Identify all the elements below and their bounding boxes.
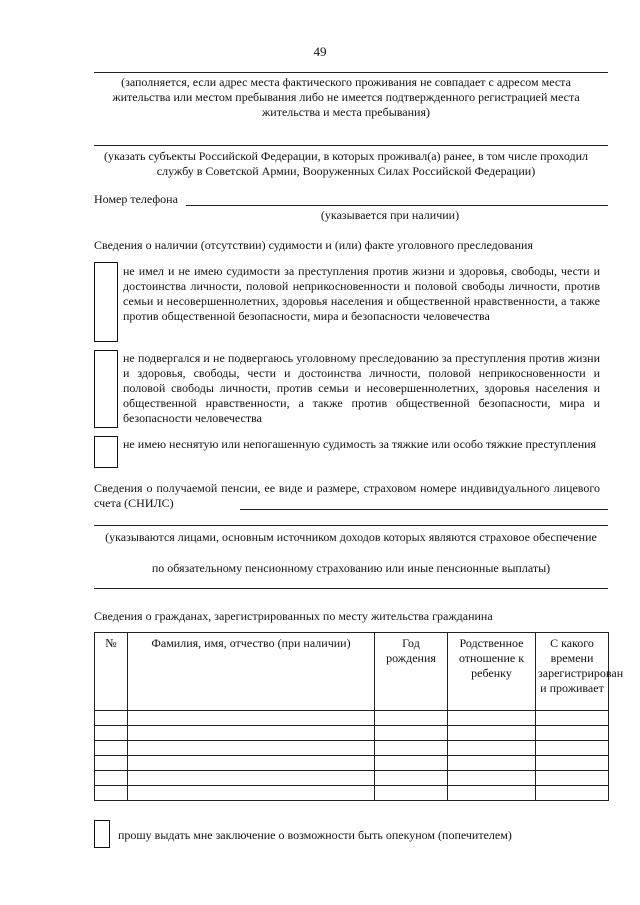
table-cell[interactable] [95, 711, 128, 726]
pension-field-line-1[interactable] [240, 509, 608, 510]
pension-note-line-2: по обязательному пенсионному страхованию или иные пенсионные выплаты) [151, 561, 551, 575]
table-cell[interactable] [128, 771, 375, 786]
table-cell[interactable] [375, 741, 448, 756]
table-cell[interactable] [375, 711, 448, 726]
table-cell[interactable] [536, 756, 609, 771]
table-cell[interactable] [95, 786, 128, 801]
table-row [95, 711, 609, 726]
column-header-registered-since: С какого времени зарегистрирован и проживает [536, 633, 609, 711]
option-no-grave-conviction-checkbox[interactable] [94, 436, 118, 468]
phone-note: (указывается при наличии) [320, 208, 460, 222]
table-cell[interactable] [536, 726, 609, 741]
phone-field-line[interactable] [186, 205, 608, 206]
table-cell[interactable] [128, 711, 375, 726]
column-header-full-name: Фамилия, имя, отчество (при наличии) [128, 633, 375, 711]
pension-note-line-1: (указываются лицами, основным источником доходов которых являются страховое обеспечение [105, 530, 597, 544]
table-cell[interactable] [448, 711, 536, 726]
table-cell[interactable] [448, 726, 536, 741]
regions-field-line[interactable] [94, 145, 608, 146]
table-row [95, 786, 609, 801]
table-cell[interactable] [536, 741, 609, 756]
option-no-prosecution-checkbox[interactable] [94, 350, 118, 428]
registered-heading: Сведения о гражданах, зарегистрированных по месту жительства гражданина [94, 609, 493, 623]
pension-field-line-3[interactable] [94, 588, 608, 589]
table-cell[interactable] [95, 771, 128, 786]
column-header-relation: Родственное отношение к ребенку [448, 633, 536, 711]
table-row [95, 756, 609, 771]
table-cell[interactable] [95, 741, 128, 756]
option-no-prosecution-text: не подвергался и не подвергаюсь уголовному преследованию за преступления против жизни и здоровья, свободы, чести и достоинства личности, половой неприкосновенности и половой свободы личности, против семьи и несовершеннолетних, здоровья населения и общественной нравственности, а также против общественной безопасности, мира и безопасности человечества [123, 351, 600, 425]
table-row [95, 741, 609, 756]
table-cell[interactable] [128, 726, 375, 741]
table-cell[interactable] [375, 756, 448, 771]
table-cell[interactable] [448, 786, 536, 801]
option-no-conviction-checkbox[interactable] [94, 262, 118, 342]
page-number: 49 [313, 44, 327, 59]
table-cell[interactable] [375, 786, 448, 801]
table-cell[interactable] [375, 771, 448, 786]
criminal-heading: Сведения о наличии (отсутствии) судимости и (или) факте уголовного преследования [94, 238, 533, 252]
column-header-birth-year: Год рождения [375, 633, 448, 711]
option-no-conviction-text: не имел и не имею судимости за преступления против жизни и здоровья, свободы, чести и достоинства личности, половой неприкосновенности и половой свободы личности, против семьи и несовершеннолетних, здоровья населения и общественной нравственности, а также против общественной безопасности, мира и безопасности человечества [123, 264, 600, 323]
table-cell[interactable] [448, 771, 536, 786]
table-row [95, 771, 609, 786]
table-cell[interactable] [128, 786, 375, 801]
table-cell[interactable] [536, 786, 609, 801]
table-cell[interactable] [448, 741, 536, 756]
request-text: прошу выдать мне заключение о возможности быть опекуном (попечителем) [118, 828, 512, 842]
table-header-row [95, 633, 609, 711]
table-row [95, 726, 609, 741]
request-checkbox[interactable] [94, 820, 110, 848]
option-no-grave-conviction-text: не имею неснятую или непогашенную судимость за тяжкие или особо тяжкие преступления [123, 437, 597, 451]
address-note: (заполняется, если адрес места фактического проживания не совпадает с адресом места жительства или местом пребывания либо не имеется подтвержденного регистрацией места жительства и места пребывания) [112, 75, 580, 119]
table-cell[interactable] [128, 756, 375, 771]
address-field-line[interactable] [94, 72, 608, 73]
phone-label: Номер телефона [94, 192, 178, 206]
table-cell[interactable] [375, 726, 448, 741]
table-cell[interactable] [448, 756, 536, 771]
table-cell[interactable] [95, 726, 128, 741]
registered-persons-table [94, 632, 624, 801]
table-cell[interactable] [536, 771, 609, 786]
table-cell[interactable] [128, 741, 375, 756]
pension-heading: Сведения о получаемой пенсии, ее виде и размере, страховом номере индивидуального лицевого счета (СНИЛС) [94, 481, 600, 510]
column-header-number: № [95, 633, 128, 711]
pension-field-line-2[interactable] [94, 525, 608, 526]
regions-note: (указать субъекты Российской Федерации, в которых проживал(а) ранее, в том числе проходил службу в Советской Армии, Вооруженных Силах Российской Федерации) [104, 149, 588, 178]
table-cell[interactable] [95, 756, 128, 771]
table-cell[interactable] [536, 711, 609, 726]
